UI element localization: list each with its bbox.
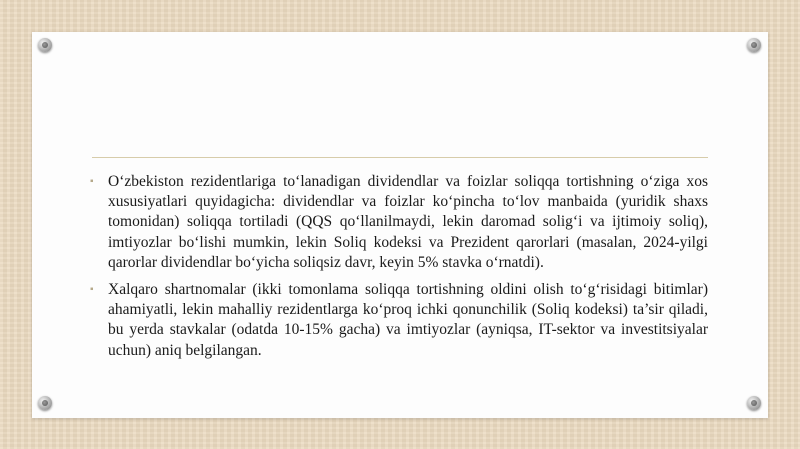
pushpin-icon (38, 396, 52, 410)
title-divider (92, 157, 708, 158)
bullet-text: Xalqaro shartnomalar (ikki tomonlama soliqqa tortishning oldini olish to‘g‘risidagi bitimlar) ahamiyatli, lekin mahalliy rezidentlarga ko‘proq ichki qonunchilik (Soliq kodeksi) ta’sir qiladi, bu yerda stavkalar (odatda 10-15% gacha) va imtiyozlar (ayniqsa, IT-sektor va investitsiyalar uchun) aniq belgilangan. (108, 281, 708, 359)
bullet-item-dividends (90, 172, 708, 273)
pushpin-icon (747, 396, 761, 410)
bullet-item-treaties (90, 280, 708, 361)
bullet-text: O‘zbekiston rezidentlariga to‘lanadigan dividendlar va foizlar soliqqa tortishning o‘ziga xos xususiyatlari quyidagicha: dividendlar va foizlar ko‘pincha to‘lov manbaida (yuridik shaxs tomonidan) soliqqa tortiladi (QQS qo‘llanilmaydi, lekin daromad solig‘i va ijtimoiy soliq), imtiyozlar bo‘lishi mumkin, lekin Soliq kodeksi va Prezident qarorlari (masalan, 2024-yilgi qarorlar dividendlar bo‘yicha soliqsiz davr, keyin 5% stavka o‘rnatdi). (108, 173, 708, 271)
bullet-marker-icon: ▪ (90, 176, 94, 187)
pushpin-icon (38, 38, 52, 52)
pushpin-icon (747, 38, 761, 52)
bullet-marker-icon: ▪ (90, 284, 94, 296)
bullet-list (90, 172, 708, 368)
